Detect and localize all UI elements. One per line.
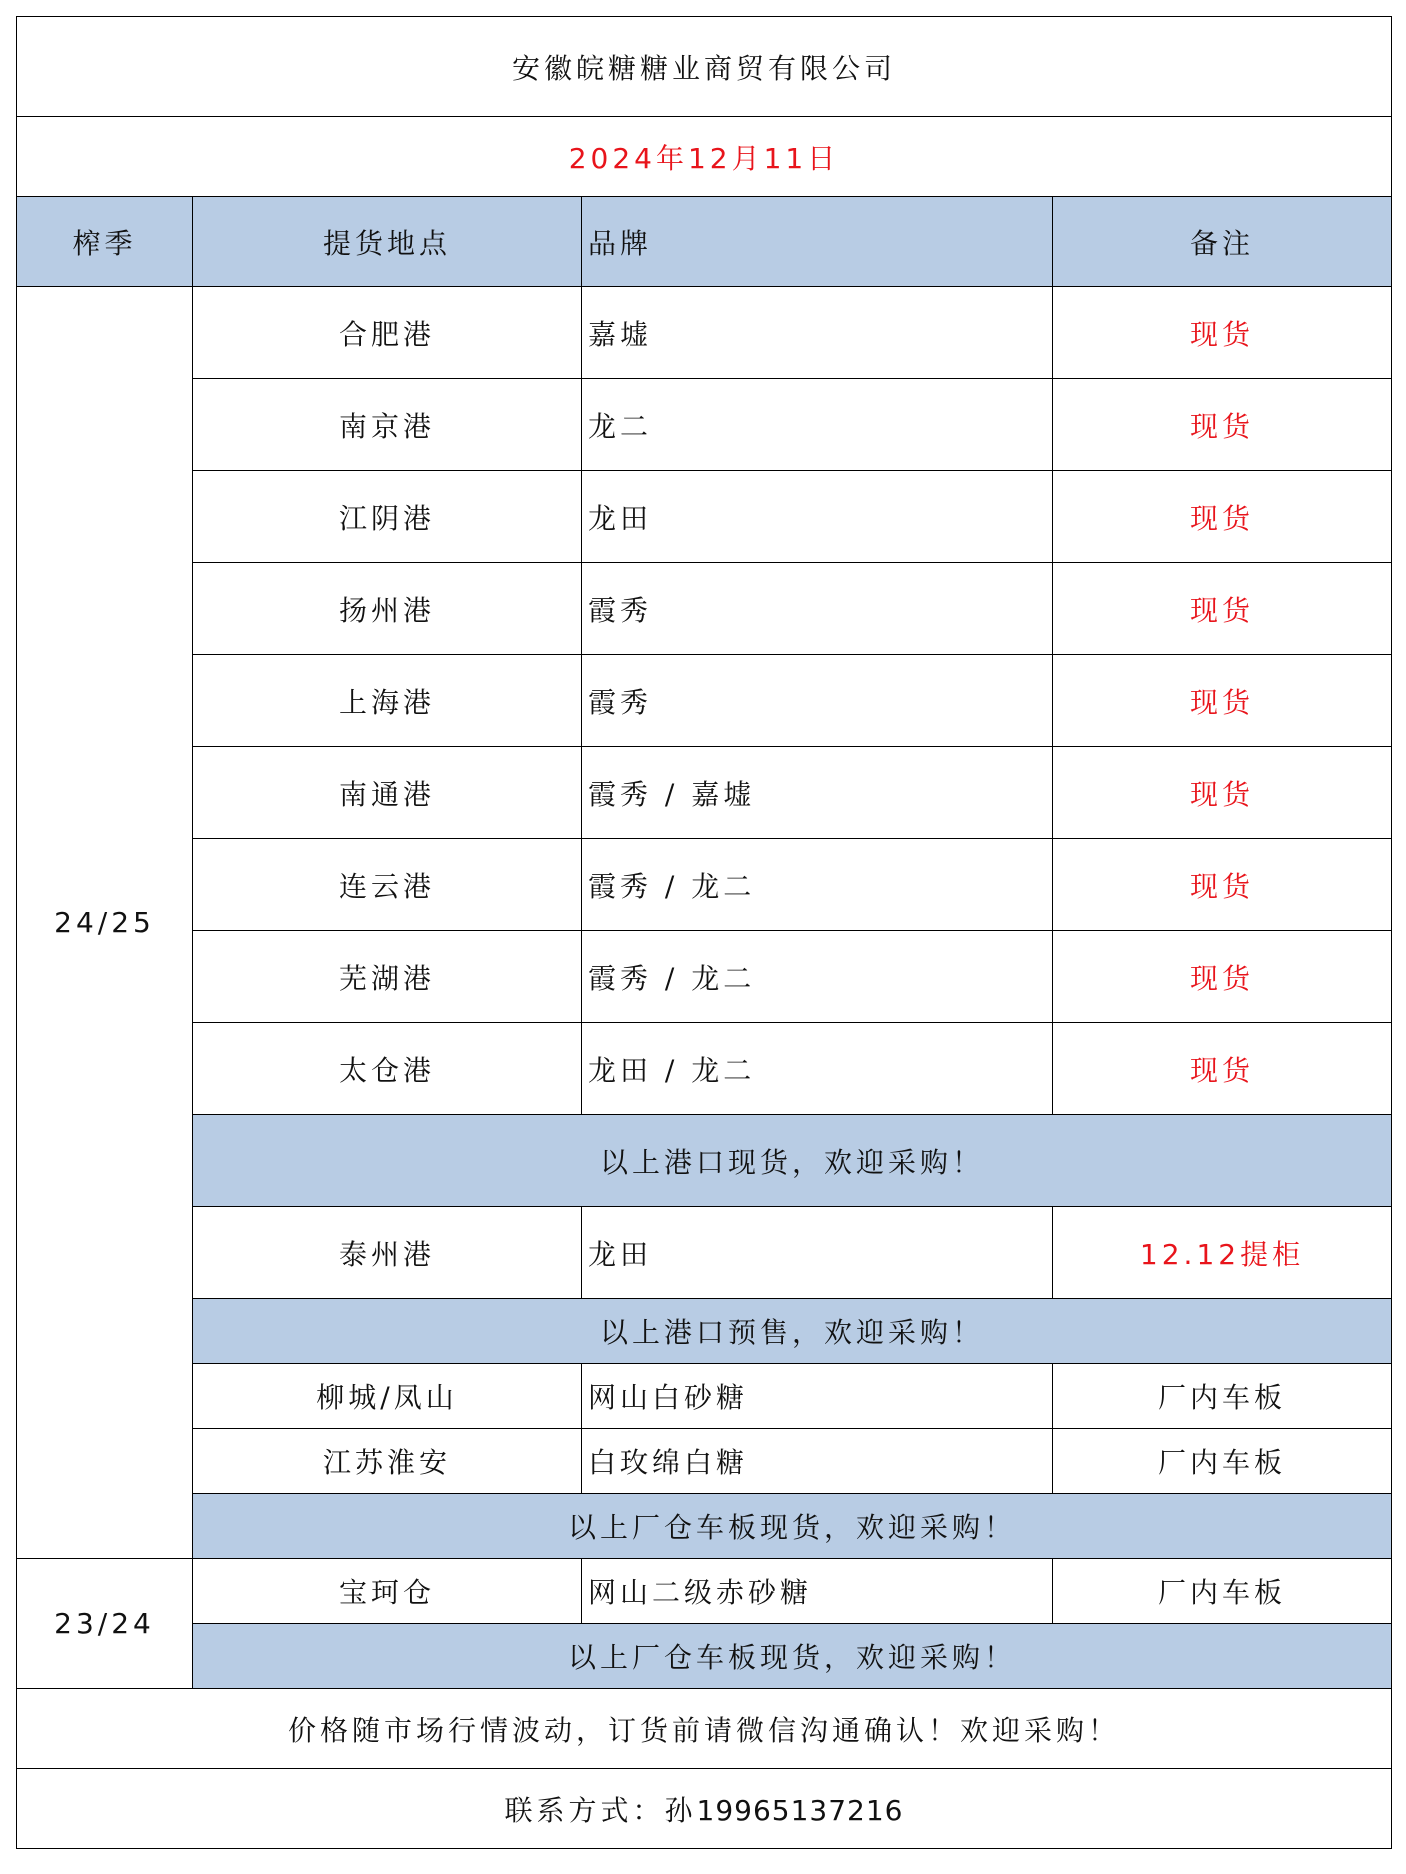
brand-cell: 龙田 [582, 1207, 1053, 1299]
remark-cell: 12.12提柜 [1053, 1207, 1392, 1299]
table-row [17, 563, 1392, 655]
brand-cell: 龙二 [582, 379, 1053, 471]
remark-cell: 现货 [1053, 1023, 1392, 1115]
location-cell: 南通港 [193, 747, 582, 839]
location-cell: 南京港 [193, 379, 582, 471]
remark-cell: 现货 [1053, 471, 1392, 563]
location-cell: 江阴港 [193, 471, 582, 563]
title-row [17, 17, 1392, 117]
table-row [17, 471, 1392, 563]
location-cell: 江苏淮安 [193, 1429, 582, 1494]
table-row [17, 655, 1392, 747]
table-row [17, 1023, 1392, 1115]
remark-cell: 厂内车板 [1053, 1364, 1392, 1429]
table-row [17, 379, 1392, 471]
band-port-spot: 以上港口现货，欢迎采购！ [193, 1115, 1392, 1207]
header-remark: 备注 [1053, 197, 1392, 287]
table-row [17, 1207, 1392, 1299]
brand-cell: 嘉墟 [582, 287, 1053, 379]
contact-cell [17, 1769, 1392, 1849]
company-title: 安徽皖糖糖业商贸有限公司 [17, 17, 1392, 117]
remark-cell: 厂内车板 [1053, 1559, 1392, 1624]
location-cell: 扬州港 [193, 563, 582, 655]
remark-cell: 现货 [1053, 839, 1392, 931]
header-brand: 品牌 [582, 197, 1053, 287]
remark-cell: 现货 [1053, 563, 1392, 655]
band-factory-2: 以上厂仓车板现货，欢迎采购！ [193, 1624, 1392, 1689]
location-cell: 合肥港 [193, 287, 582, 379]
header-season: 榨季 [17, 197, 193, 287]
location-cell: 宝珂仓 [193, 1559, 582, 1624]
table-row [17, 1364, 1392, 1429]
season-label: 23/24 [17, 1559, 193, 1689]
brand-cell: 网山白砂糖 [582, 1364, 1053, 1429]
season-label: 24/25 [17, 287, 193, 1559]
brand-cell: 网山二级赤砂糖 [582, 1559, 1053, 1624]
brand-cell: 龙田 [582, 471, 1053, 563]
contact-label: 联系方式：孙 [504, 1793, 697, 1827]
brand-cell: 霞秀 / 龙二 [582, 839, 1053, 931]
location-cell: 太仓港 [193, 1023, 582, 1115]
table-row [17, 1559, 1392, 1624]
contact-phone: 19965137216 [696, 1793, 904, 1827]
table-row [17, 287, 1392, 379]
remark-cell: 现货 [1053, 655, 1392, 747]
remark-cell: 现货 [1053, 287, 1392, 379]
brand-cell: 霞秀 [582, 563, 1053, 655]
location-cell: 连云港 [193, 839, 582, 931]
remark-cell: 现货 [1053, 747, 1392, 839]
band-row [17, 1115, 1392, 1207]
remark-cell: 现货 [1053, 931, 1392, 1023]
band-row [17, 1299, 1392, 1364]
price-sheet [16, 16, 1392, 1849]
band-row [17, 1494, 1392, 1559]
remark-cell: 现货 [1053, 379, 1392, 471]
header-location: 提货地点 [193, 197, 582, 287]
location-cell: 柳城/凤山 [193, 1364, 582, 1429]
band-port-presale: 以上港口预售，欢迎采购！ [193, 1299, 1392, 1364]
brand-cell: 霞秀 [582, 655, 1053, 747]
band-factory-1: 以上厂仓车板现货，欢迎采购！ [193, 1494, 1392, 1559]
price-notice: 价格随市场行情波动，订货前请微信沟通确认！欢迎采购！ [17, 1689, 1392, 1769]
brand-cell: 霞秀 / 嘉墟 [582, 747, 1053, 839]
notice-row [17, 1689, 1392, 1769]
location-cell: 芜湖港 [193, 931, 582, 1023]
remark-cell: 厂内车板 [1053, 1429, 1392, 1494]
header-row [17, 197, 1392, 287]
table-row [17, 747, 1392, 839]
date-row [17, 117, 1392, 197]
brand-cell: 白玫绵白糖 [582, 1429, 1053, 1494]
band-row [17, 1624, 1392, 1689]
table-row [17, 931, 1392, 1023]
table-row [17, 1429, 1392, 1494]
brand-cell: 龙田 / 龙二 [582, 1023, 1053, 1115]
report-date: 2024年12月11日 [17, 117, 1392, 197]
contact-row [17, 1769, 1392, 1849]
location-cell: 上海港 [193, 655, 582, 747]
location-cell: 泰州港 [193, 1207, 582, 1299]
brand-cell: 霞秀 / 龙二 [582, 931, 1053, 1023]
table-row [17, 839, 1392, 931]
